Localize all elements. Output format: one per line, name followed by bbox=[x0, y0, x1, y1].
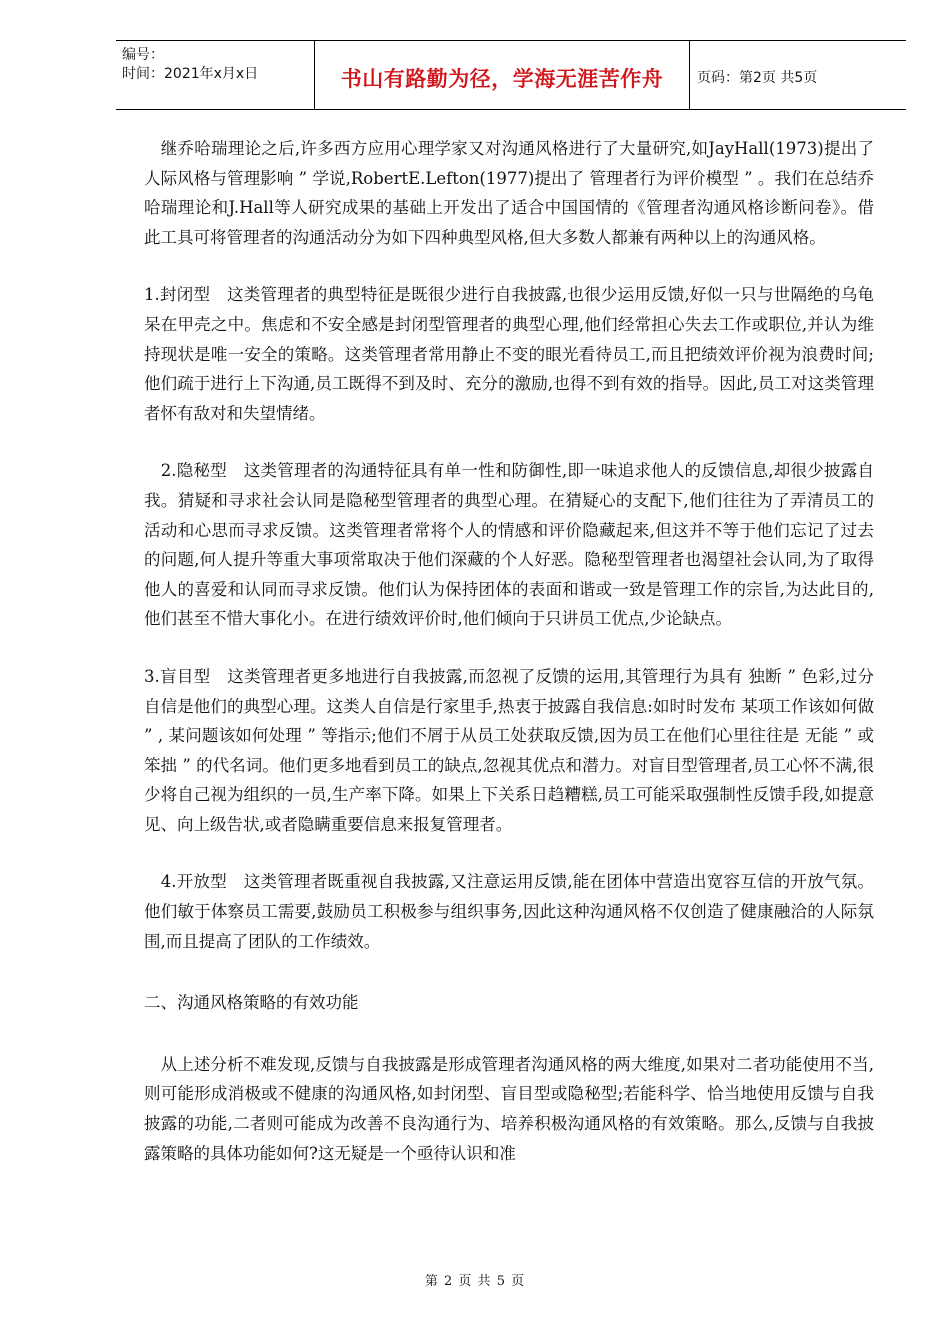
strategy-paragraph: 从上述分析不难发现,反馈与自我披露是形成管理者沟通风格的两大维度,如果对二者功能使用不当,则可能形成消极或不健康的沟通风格,如封闭型、盲目型或隐秘型;若能科学、恰当地使用反馈与自我披露的功能,二者则可能成为改善不良沟通行为、培养积极沟通风格的有效策略。那么,反馈与自我披露策略的具体功能如何?这无疑是一个亟待认识和准 bbox=[144, 1054, 874, 1163]
header-motto: 书山有路勤为径，学海无涯苦作舟 bbox=[340, 66, 664, 91]
document-body bbox=[144, 134, 874, 1168]
hidden-style-paragraph: 2.隐秘型 这类管理者的沟通特征具有单一性和防御性,即一味追求他人的反馈信息,却很少披露自我。猜疑和寻求社会认同是隐秘型管理者的典型心理。在猜疑心的支配下,他们往往为了弄清员工的活动和心思而寻求反馈。这类管理者常将个人的情感和评价隐藏起来,但这并不等于他们忘记了过去的问题,何人提升等重大事项常取决于他们深藏的个人好恶。隐秘型管理者也渴望社会认同,为了取得他人的喜爱和认同而寻求反馈。他们认为保持团体的表面和谐或一致是管理工作的宗旨,为达此目的,他们甚至不惜大事化小。在进行绩效评价时,他们倾向于只讲员工优点,少论缺点。 bbox=[144, 461, 874, 629]
header-motto-cell bbox=[315, 41, 690, 109]
page-header bbox=[116, 40, 906, 110]
document-number-label: 编号： bbox=[122, 47, 164, 63]
header-page-cell bbox=[690, 41, 906, 109]
page-footer: 第 2 页 共 5 页 bbox=[424, 1274, 526, 1289]
document-time-label: 时间：2021年x月x日 bbox=[122, 66, 259, 82]
header-meta-cell bbox=[116, 41, 315, 109]
section-heading: 二、沟通风格策略的有效功能 bbox=[144, 993, 359, 1013]
header-page-info: 页码：第2页 共5页 bbox=[697, 70, 818, 86]
blind-style-paragraph: 3.盲目型 这类管理者更多地进行自我披露,而忽视了反馈的运用,其管理行为具有 独断 ” 色彩,过分自信是他们的典型心理。这类人自信是行家里手,热衷于披露自我信息:如时时发布 某项工作该如何做 ” , 某问题该如何处理 ” 等指示;他们不屑于从员工处获取反馈,因为员工在他们心里往往是 无能 ” 或 笨拙 ” 的代名词。他们更多地看到员工的缺点,忽视其优点和潜力。对盲目型管理者,员工心怀不满,很少将自己视为组织的一员,生产率下降。如果上下关系日趋糟糕,员工可能采取强制性反馈手段,如提意见、向上级告状,或者隐瞒重要信息来报复管理者。 bbox=[144, 666, 874, 834]
intro-paragraph: 继乔哈瑞理论之后,许多西方应用心理学家又对沟通风格进行了大量研究,如JayHall(1973)提出了 人际风格与管理影响 ” 学说,RobertE.Lefton(1977)提出了 管理者行为评价模型 ” 。我们在总结乔哈瑞理论和J.Hall等人研究成果的基础上开发出了适合中国国情的《管理者沟通风格诊断问卷》。借此工具可将管理者的沟通活动分为如下四种典型风格,但大多数人都兼有两种以上的沟通风格。 bbox=[144, 139, 874, 247]
closed-style-paragraph: 1.封闭型 这类管理者的典型特征是既很少进行自我披露,也很少运用反馈,好似一只与世隔绝的乌龟呆在甲壳之中。焦虑和不安全感是封闭型管理者的典型心理,他们经常担心失去工作或职位,并认为维持现状是唯一安全的策略。这类管理者常用静止不变的眼光看待员工,而且把绩效评价视为浪费时间;他们疏于进行上下沟通,员工既得不到及时、充分的激励,也得不到有效的指导。因此,员工对这类管理者怀有敌对和失望情绪。 bbox=[144, 285, 874, 423]
open-style-paragraph: 4.开放型 这类管理者既重视自我披露,又注意运用反馈,能在团体中营造出宽容互信的开放气氛。他们敏于体察员工需要,鼓励员工积极参与组织事务,因此这种沟通风格不仅创造了健康融洽的人际氛围,而且提高了团队的工作绩效。 bbox=[144, 872, 874, 951]
